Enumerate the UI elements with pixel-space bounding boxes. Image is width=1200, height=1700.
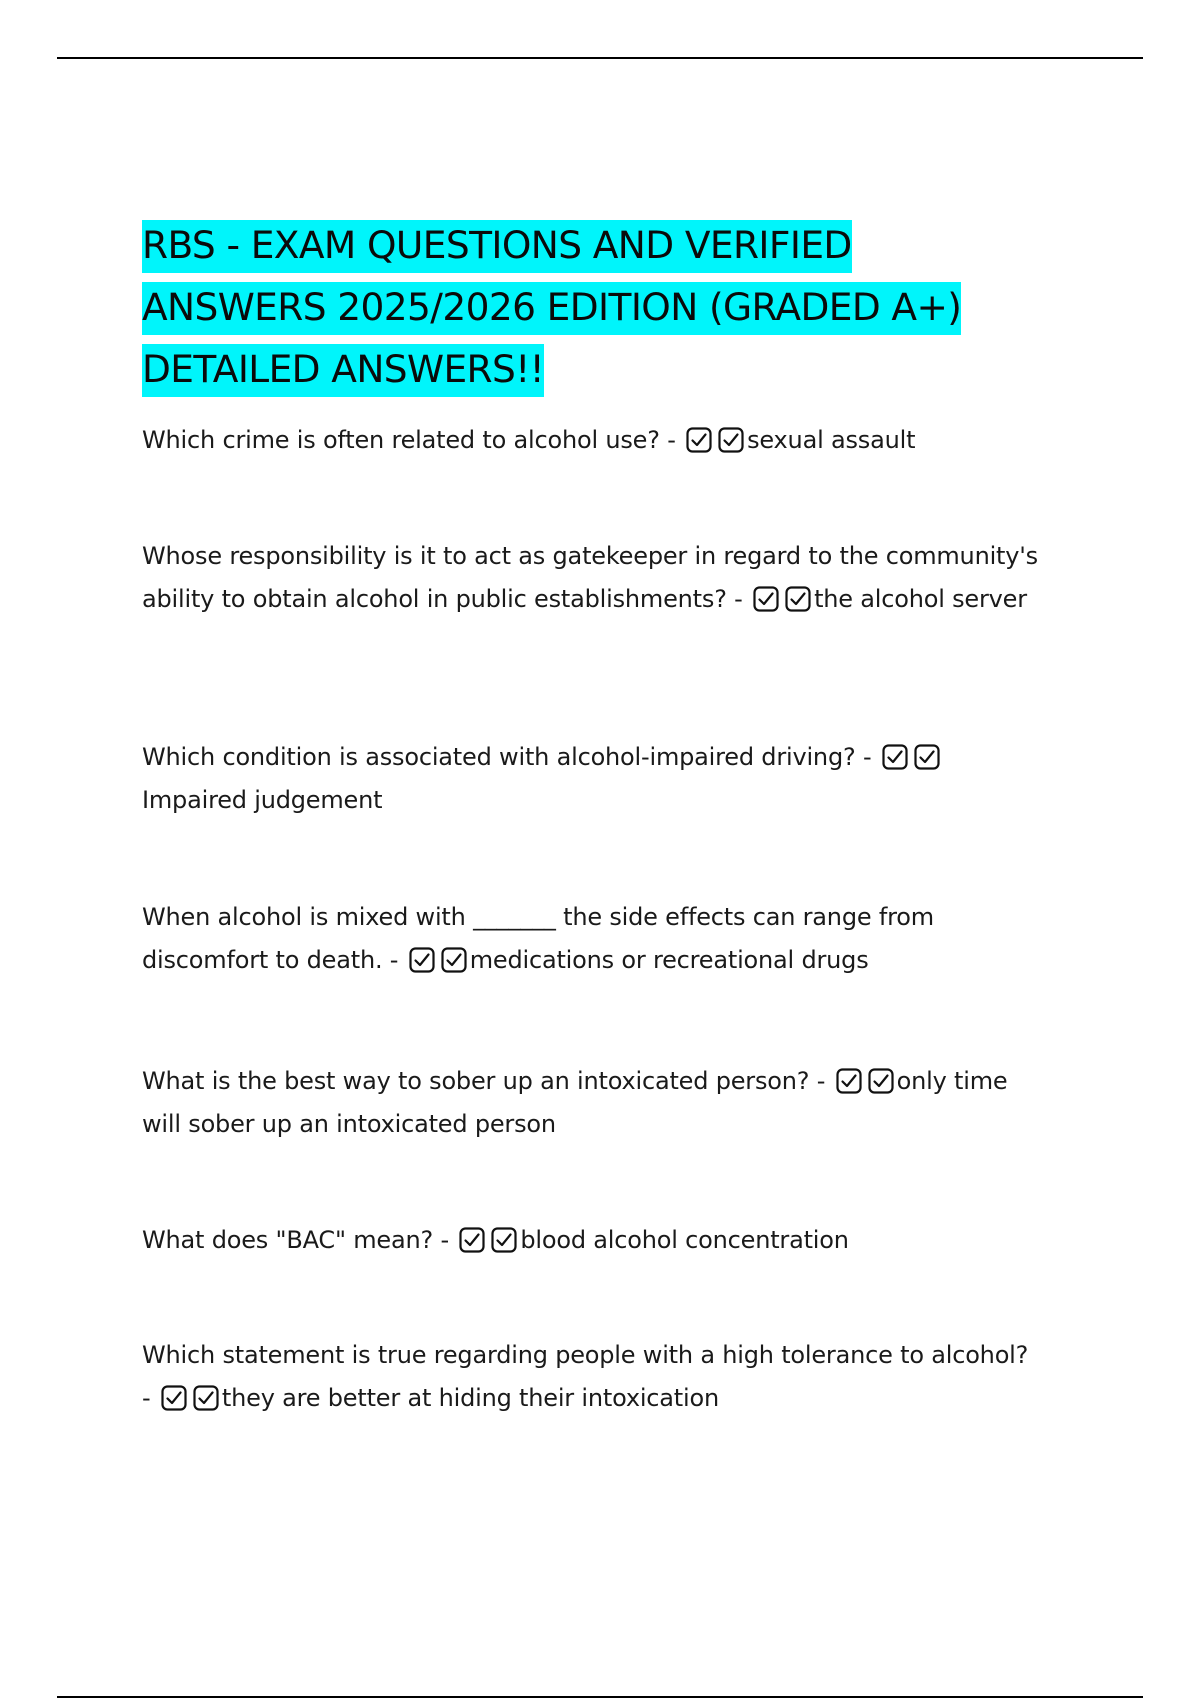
qa-item [142, 419, 1042, 462]
question-text: What does "BAC" mean? - [142, 1226, 449, 1254]
answer-text: blood alcohol concentration [520, 1226, 849, 1254]
checkbox-checked-icon [785, 586, 811, 612]
checkbox-checked-icon [914, 744, 940, 770]
checkbox-checked-icon [161, 1385, 187, 1411]
checkbox-checked-icon [718, 427, 744, 453]
question-text: Which crime is often related to alcohol use? - [142, 426, 676, 454]
qa-item [142, 1060, 1042, 1146]
qa-item [142, 896, 1042, 982]
footer-rule [57, 1696, 1143, 1698]
answer-text: medications or recreational drugs [469, 946, 869, 974]
checkbox-checked-icon [459, 1227, 485, 1253]
checkbox-checked-icon [836, 1068, 862, 1094]
title-line-2: ANSWERS 2025/2026 EDITION (GRADED A+) [142, 282, 961, 335]
checkbox-checked-icon [491, 1227, 517, 1253]
checkbox-checked-icon [753, 586, 779, 612]
checkbox-checked-icon [882, 744, 908, 770]
answer-text: the alcohol server [814, 585, 1027, 613]
title-line-1: RBS - EXAM QUESTIONS AND VERIFIED [142, 220, 852, 273]
qa-item [142, 1219, 1042, 1262]
answer-text: sexual assault [747, 426, 916, 454]
question-text: Which statement is true regarding people with a high tolerance to alcohol? - [142, 1341, 1029, 1412]
checkbox-checked-icon [193, 1385, 219, 1411]
header-rule [57, 57, 1143, 59]
checkbox-checked-icon [441, 947, 467, 973]
question-text: Whose responsibility is it to act as gatekeeper in regard to the community's ability to obtain alcohol in public establishments? - [142, 542, 1038, 613]
checkbox-checked-icon [409, 947, 435, 973]
answer-text: Impaired judgement [142, 786, 383, 814]
title-line-3: DETAILED ANSWERS!! [142, 344, 544, 397]
document-title [142, 214, 1042, 400]
answer-text: only time will sober up an intoxicated person [142, 1067, 1008, 1138]
question-text: Which condition is associated with alcohol-impaired driving? - [142, 743, 872, 771]
qa-item [142, 1334, 1042, 1420]
qa-item [142, 535, 1042, 621]
question-text: What is the best way to sober up an intoxicated person? - [142, 1067, 826, 1095]
answer-text: they are better at hiding their intoxication [221, 1384, 719, 1412]
question-text: When alcohol is mixed with _______ the side effects can range from discomfort to death. - [142, 903, 934, 974]
checkbox-checked-icon [868, 1068, 894, 1094]
qa-item [142, 736, 1042, 822]
checkbox-checked-icon [686, 427, 712, 453]
